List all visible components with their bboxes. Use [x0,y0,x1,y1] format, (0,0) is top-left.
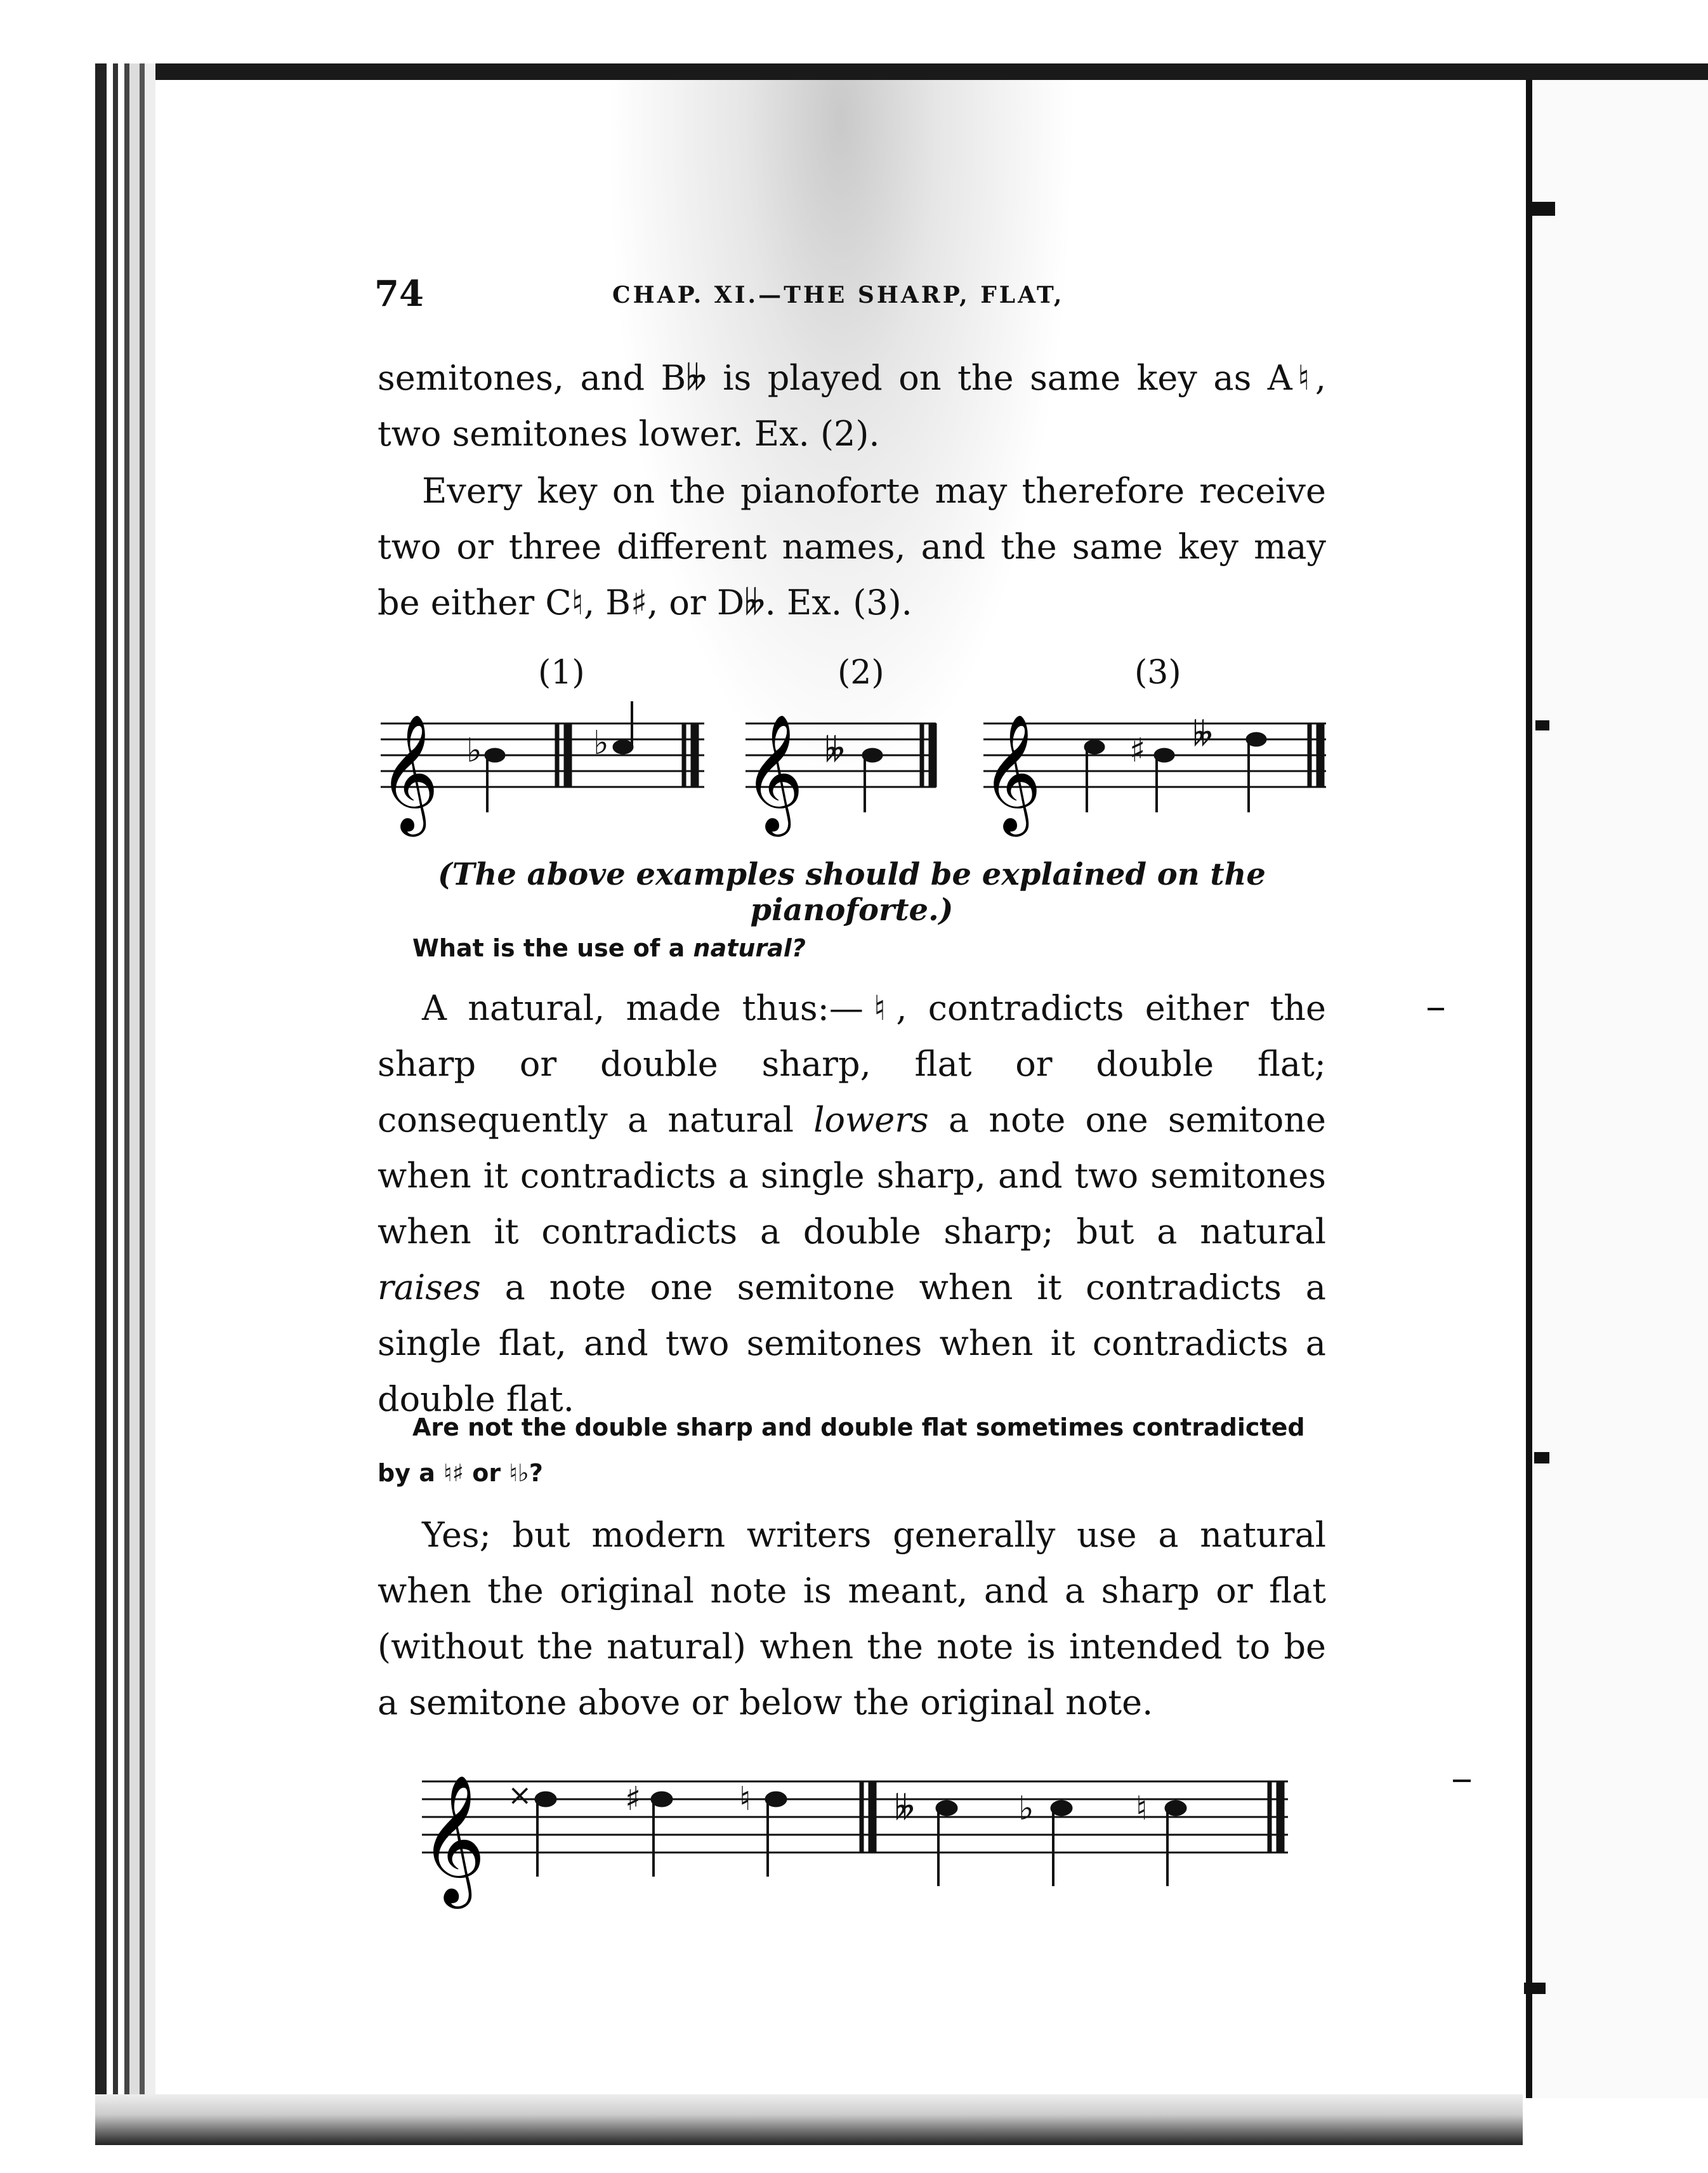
treble-clef: 𝄞 [420,1774,486,1903]
page-gutter [1526,80,1532,2098]
example-label-1: (1) [538,654,585,692]
examples-caption: (The above examples should be explained on the pianoforte.) [438,857,1266,928]
accidental: 𝄫 [895,1790,915,1828]
paragraph-intro: semitones, and B𝄫 is played on the same key as A♮, two semitones lower. Ex. (2). [378,358,1326,454]
accidental: 𝄫 [825,732,845,770]
book-left-edge [95,63,155,2107]
accidental: ♮ [739,1780,751,1818]
treble-clef: 𝄞 [379,713,439,831]
scan-mark [1535,720,1549,730]
treble-clef: 𝄞 [982,713,1042,831]
accidental: 𝄫 [1193,716,1213,754]
accidental: ♭ [466,732,482,770]
accidental: ♭ [1018,1790,1034,1828]
accidental: ♯ [1129,732,1146,770]
paragraph-modern-writers: Yes; but modern writers generally use a natural when the original note is meant, and a sharp or flat (without the natural) when the note is intended to be a semitone above or below the original note. [378,1515,1326,1722]
paragraph-natural: A natural, made thus:—♮, contradicts either the sharp or double sharp, flat or double flat; consequently a natural lowers a note one semitone when it contradicts a single sharp, and two semitones when it contradicts a double sharp; but a natural raises a note one semitone when it contradicts a single flat, and two semitones when it contradicts a double flat. [378,988,1327,1419]
paragraph-key-names: Every key on the pianoforte may therefore receive two or three different names, and the same key may be either C♮, B♯, or D𝄫. Ex. (3). [378,471,1326,623]
facing-page-edge [1532,80,1708,2098]
accidental: ♯ [625,1780,641,1818]
accidental: ♭ [593,724,609,762]
accidental: × [508,1778,532,1812]
accidental: ♮ [1136,1790,1148,1828]
treble-clef: 𝄞 [744,713,804,831]
book-bottom-edge [95,2094,1523,2145]
scan-mark [1534,1452,1549,1463]
running-head [374,273,1326,317]
example-label-3: (3) [1134,654,1181,692]
scan-mark [1532,202,1555,216]
bottom-notation [419,1753,1307,1918]
question-natural: What is the use of a natural? [412,934,806,962]
scan-mark [1453,1780,1471,1782]
chapter-title: CHAP. XI.—THE SHARP, FLAT, [612,282,1065,308]
question-double-accidentals: Are not the double sharp and double flat sometimes contradicted by a ♮♯ or ♮♭? [378,1413,1305,1487]
scan-border-top [127,63,1708,80]
page-number: 74 [374,273,424,315]
scan-mark [1524,1983,1546,1994]
scan-mark [1428,1008,1444,1010]
note-head [613,740,633,754]
examples-notation [378,698,1329,850]
example-label-2: (2) [838,654,884,692]
